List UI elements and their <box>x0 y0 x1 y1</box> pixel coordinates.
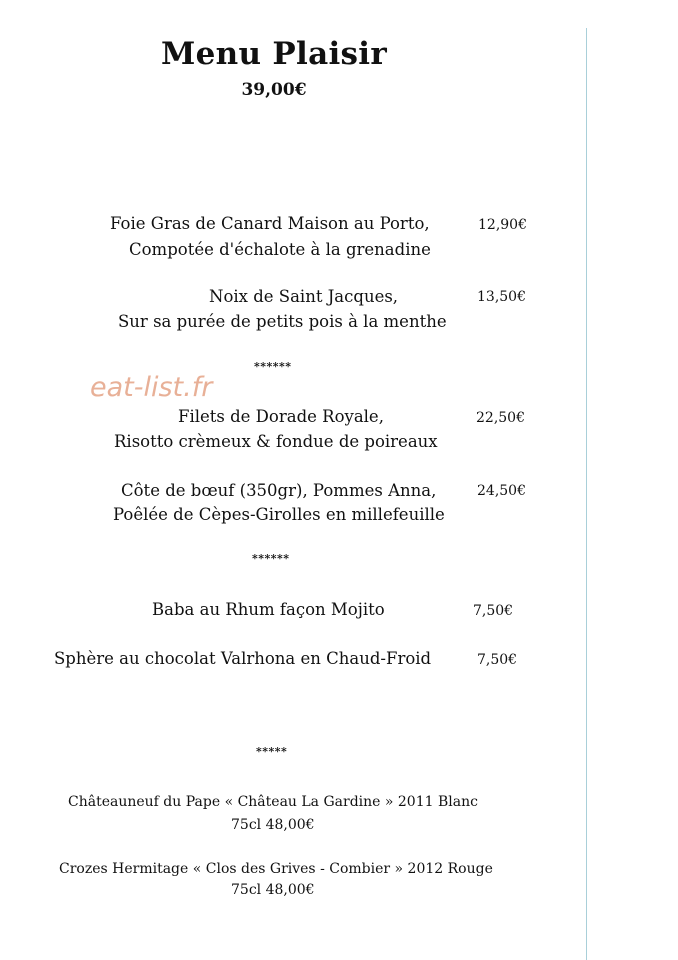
dessert-2-name: Sphère au chocolat Valrhona en Chaud-Froid <box>54 649 432 668</box>
main-1-price: 22,50€ <box>476 410 525 426</box>
menu-title: Menu Plaisir <box>160 36 388 72</box>
starter-1-price: 12,90€ <box>478 217 527 233</box>
wine-2-name: Crozes Hermitage « Clos des Grives - Combier » 2012 Rouge <box>59 861 493 877</box>
main-2-line1: Côte de bœuf (350gr), Pommes Anna, <box>121 481 437 500</box>
starter-2-line2: Sur sa purée de petits pois à la menthe <box>118 312 447 331</box>
dessert-1-name: Baba au Rhum façon Mojito <box>152 600 385 619</box>
main-1-line2: Risotto crèmeux & fondue de poireaux <box>114 432 438 451</box>
separator-1: ****** <box>254 360 292 373</box>
wine-1-detail: 75cl 48,00€ <box>231 817 315 833</box>
watermark-logo: eat-list.fr <box>90 372 213 403</box>
starter-1-line2: Compotée d'échalote à la grenadine <box>129 240 431 259</box>
dessert-2-price: 7,50€ <box>477 652 518 668</box>
separator-2: ****** <box>252 552 290 565</box>
starter-2-line1: Noix de Saint Jacques, <box>209 287 399 306</box>
starter-2-price: 13,50€ <box>477 289 526 305</box>
main-2-price: 24,50€ <box>477 483 526 499</box>
wine-2-detail: 75cl 48,00€ <box>231 882 315 898</box>
wine-1-name: Châteauneuf du Pape « Château La Gardine » 2011 Blanc <box>68 794 478 810</box>
main-1-line1: Filets de Dorade Royale, <box>178 407 384 426</box>
starter-1-line1: Foie Gras de Canard Maison au Porto, <box>110 214 430 233</box>
dessert-1-price: 7,50€ <box>473 603 514 619</box>
separator-3: ***** <box>256 745 288 758</box>
menu-price: 39,00€ <box>241 80 307 100</box>
main-2-line2: Poêlée de Cèpes-Girolles en millefeuille <box>113 505 445 524</box>
page-divider-line <box>586 28 587 960</box>
